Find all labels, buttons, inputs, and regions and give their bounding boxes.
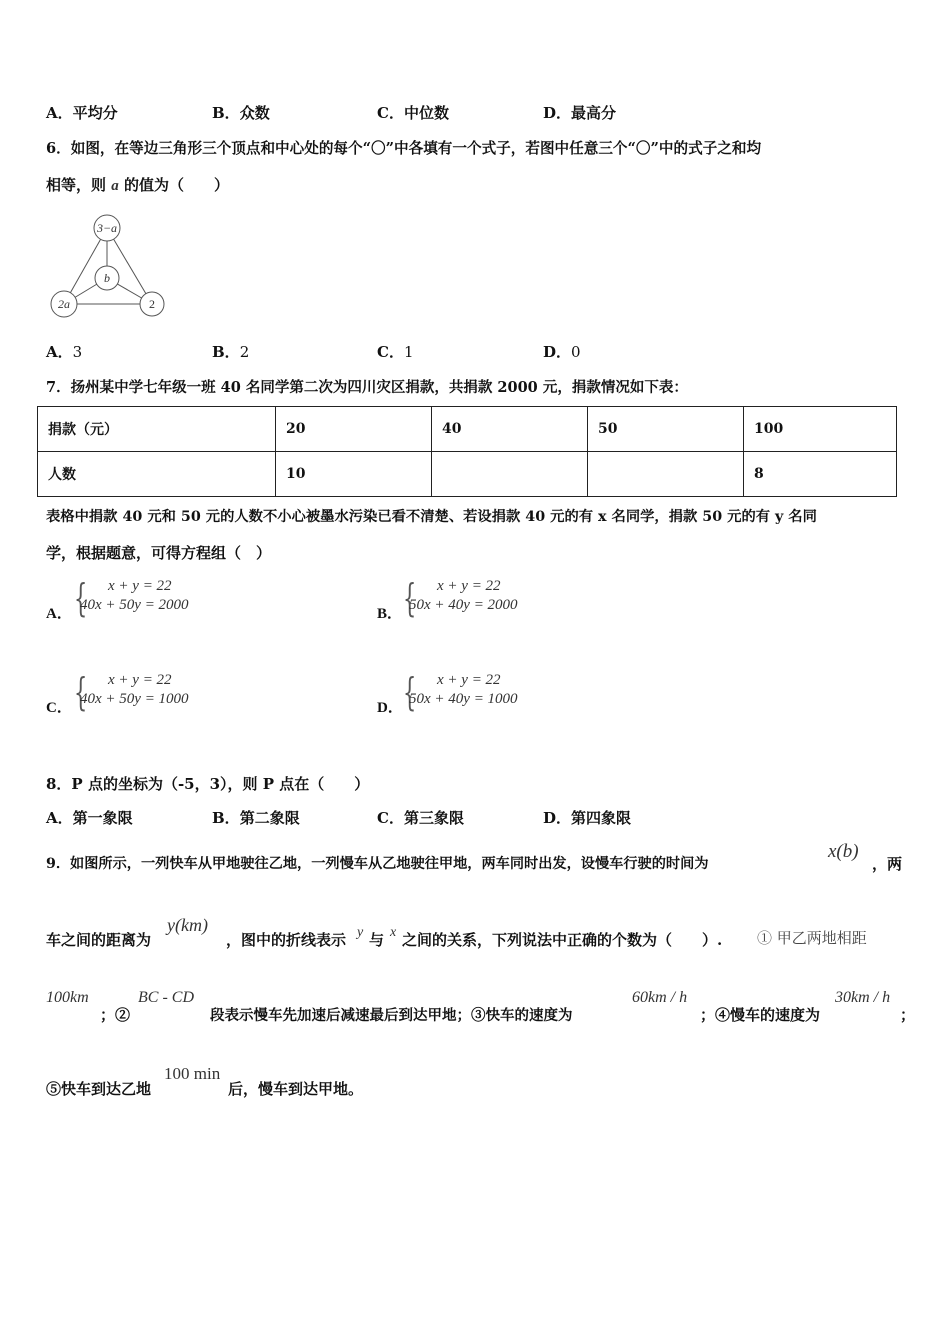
option-letter: A． [46,809,73,827]
q5-option-d [543,102,616,123]
option-text: 最高分 [571,104,617,122]
table-cell: 8 [744,452,897,497]
diagram-right-label: 2 [149,297,155,311]
q8-stem: 8．P 点的坐标为（-5，3），则 P 点在（ ） [46,775,370,793]
table-cell: 100 [744,407,897,452]
q6-var-a: a [111,178,119,194]
option-text: 第二象限 [239,809,300,827]
q7-option-c-letter: C． [46,700,72,716]
option-letter: B． [212,343,240,361]
table-cell: 捐款（元） [38,407,276,452]
equation-line-2: 50x + 40y = 1000 [409,691,518,707]
q8-option-b [212,807,300,828]
equation-line-2: 50x + 40y = 2000 [409,597,518,613]
option-letter: A． [46,343,73,361]
q9-line1-end: ，两 [872,855,903,873]
q7-stem: 7．扬州某中学七年级一班 40 名同学第二次为四川灾区捐款，共捐款 2000 元，捐款情况如下表： [46,379,688,396]
option-letter: A． [46,104,73,122]
q7-option-a-system [74,578,244,622]
q9-line3-b: 段表示慢车先加速后减速最后到达甲地；③快车的速度为 [210,1007,573,1024]
q7-option-b-letter: B． [377,606,403,622]
brace-icon: { [403,670,417,714]
q6-stem-line2 [46,174,229,195]
q9-line4-a: ⑤快车到达乙地 [46,1080,152,1098]
option-text: 第一象限 [72,809,133,827]
brace-icon: { [403,576,417,620]
equation-line-2: 40x + 50y = 2000 [80,597,189,613]
equation-line-1: x + y = 22 [437,672,501,688]
q9-line2-b: ，图中的折线表示 [226,931,347,949]
diagram-top-label: 3−a [96,221,118,235]
table-row [38,407,897,452]
option-text: 平均分 [72,104,118,122]
option-text: 3 [72,343,83,361]
q9-line2-math1: y(km) [167,915,208,935]
table-cell: 10 [276,452,432,497]
q6-option-d [543,341,581,362]
q9-line2-a: 车之间的距离为 [46,931,152,949]
table-cell: 人数 [38,452,276,497]
q9-line3-math3: 60km / h [632,989,688,1006]
q9-line4-b: 后，慢车到达甲地。 [228,1080,364,1098]
diagram-left-label: 2a [58,297,70,311]
option-letter: C． [377,104,404,122]
option-text: 第四象限 [571,809,632,827]
q8-option-a [46,807,133,828]
brace-icon: { [74,576,88,620]
equation-line-1: x + y = 22 [108,672,172,688]
option-letter: B． [212,104,240,122]
table-cell [588,452,744,497]
q9-line1-math: x(b) [828,841,859,862]
q6-option-b [212,341,249,362]
table-row [38,452,897,497]
q9-line3-a: ；② [100,1006,131,1024]
q6-stem-line1: 6．如图，在等边三角形三个顶点和中心处的每个“〇”中各填有一个式子，若图中任意三个“〇”中的式子之和均 [46,140,762,157]
option-letter: C． [377,809,404,827]
option-text: 0 [571,343,581,361]
q5-option-a [46,102,118,123]
equation-line-1: x + y = 22 [437,578,501,594]
q9-line1-text: 9．如图所示，一列快车从甲地驶往乙地，一列慢车从乙地驶往甲地，两车同时出发，设慢车行驶的时间为 [46,856,709,872]
q7-option-d-letter: D． [377,700,403,716]
q9-line4-math: 100 min [164,1064,221,1083]
table-cell [432,452,588,497]
option-text: 中位数 [403,104,449,122]
option-letter: B． [212,809,240,827]
equation-line-2: 40x + 50y = 1000 [80,691,189,707]
diagram-center-label: b [104,271,110,285]
donation-table [37,406,897,497]
q6-option-c [377,341,414,362]
q6-option-a [46,341,82,362]
q6-line2-pre: 相等，则 [46,176,112,194]
q7-option-a-letter: A． [46,606,72,622]
q9-line3-c: ；④慢车的速度为 [700,1006,821,1024]
option-letter: D． [543,104,572,122]
q9-line3-math1: 100km [46,989,89,1006]
option-letter: D． [543,809,572,827]
option-text: 2 [239,343,250,361]
q6-line2-post: 的值为（ ） [118,176,229,194]
q7-option-b-system [403,578,573,622]
q8-option-d [543,807,631,828]
q9-line2-math2: y [357,925,364,940]
q9-line2-math3: x [390,925,397,940]
table-cell: 50 [588,407,744,452]
q8-option-c [377,807,464,828]
option-letter: D． [543,343,572,361]
q9-line2-d: 之间的关系，下列说法中正确的个数为（ ）. [402,931,723,949]
equation-line-1: x + y = 22 [108,578,172,594]
q9-line3-d: ； [900,1006,916,1024]
option-text: 第三象限 [403,809,464,827]
table-cell: 20 [276,407,432,452]
q7-option-c-system [74,672,244,716]
option-text: 1 [403,343,414,361]
q9-line2-e: ① 甲乙两地相距 [757,929,867,947]
q9-line2-c: 与 [369,931,385,949]
q6-triangle-diagram [46,214,171,320]
q9-line3-math2: BC - CD [138,989,194,1006]
q5-option-b [212,102,270,123]
q7-after-line1: 表格中捐款 40 元和 50 元的人数不小心被墨水污染已看不清楚、若设捐款 40 元的有 x 名同学，捐款 50 元的有 y 名同 [46,509,817,525]
q9-line3-math4: 30km / h [835,989,891,1006]
q7-option-d-system [403,672,573,716]
table-cell: 40 [432,407,588,452]
q5-option-c [377,102,449,123]
option-text: 众数 [239,104,270,122]
q7-after-line2: 学，根据题意，可得方程组（ ） [46,544,272,562]
brace-icon: { [74,670,88,714]
option-letter: C． [377,343,404,361]
